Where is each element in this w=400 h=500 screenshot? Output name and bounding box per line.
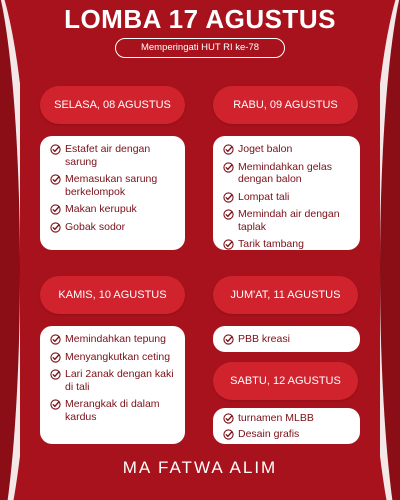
check-circle-icon bbox=[50, 144, 61, 155]
check-circle-icon bbox=[50, 222, 61, 233]
item-label: turnamen MLBB bbox=[238, 412, 314, 424]
activity-card-kamis bbox=[40, 326, 185, 444]
item-label: Tarik tambang bbox=[238, 238, 304, 250]
list-item bbox=[50, 398, 177, 423]
list-item bbox=[50, 333, 177, 346]
item-label: Lompat tali bbox=[238, 190, 290, 203]
item-label: Joget balon bbox=[238, 143, 293, 155]
check-circle-icon bbox=[50, 174, 61, 185]
list-item bbox=[223, 238, 352, 251]
activity-card-jumat bbox=[213, 326, 360, 352]
item-label: Makan kerupuk bbox=[65, 203, 137, 215]
check-circle-icon bbox=[223, 192, 234, 203]
list-item bbox=[223, 333, 352, 346]
item-label: Gobak sodor bbox=[65, 220, 126, 233]
list-item bbox=[50, 203, 177, 216]
list-item bbox=[223, 161, 352, 186]
day-label-kamis: KAMIS, 10 AGUSTUS bbox=[40, 276, 185, 314]
check-circle-icon bbox=[223, 429, 234, 440]
check-circle-icon bbox=[50, 369, 61, 380]
item-label: Memasukan sarung berkelompok bbox=[65, 173, 158, 198]
poster-title: LOMBA 17 AGUSTUS bbox=[64, 4, 336, 34]
check-circle-icon bbox=[223, 334, 234, 345]
check-circle-icon bbox=[50, 334, 61, 345]
day-label-selasa: SELASA, 08 AGUSTUS bbox=[40, 86, 185, 124]
item-label: PBB kreasi bbox=[238, 333, 290, 345]
check-circle-icon bbox=[50, 352, 61, 363]
list-item bbox=[50, 173, 177, 198]
day-label-sabtu: SABTU, 12 AGUSTUS bbox=[213, 362, 358, 400]
item-label: Memindah air dengan taplak bbox=[238, 208, 340, 233]
check-circle-icon bbox=[223, 162, 234, 173]
list-item bbox=[223, 208, 352, 233]
list-item bbox=[223, 143, 352, 156]
check-circle-icon bbox=[223, 239, 234, 250]
item-label: Memindahkan tepung bbox=[65, 333, 166, 345]
item-label: Desain grafis bbox=[238, 427, 300, 440]
organizer-name: MA FATWA ALIM bbox=[122, 458, 278, 477]
day-label-jumat: JUM'AT, 11 AGUSTUS bbox=[213, 276, 358, 314]
list-item bbox=[50, 368, 177, 393]
list-item bbox=[223, 412, 352, 425]
item-label: Merangkak di dalam kardus bbox=[65, 398, 160, 423]
activity-card-selasa bbox=[40, 136, 185, 250]
list-item bbox=[223, 428, 352, 441]
day-label-rabu: RABU, 09 AGUSTUS bbox=[213, 86, 358, 124]
list-item bbox=[50, 351, 177, 364]
item-label: Estafet air dengan sarung bbox=[65, 143, 151, 168]
check-circle-icon bbox=[223, 209, 234, 220]
list-item bbox=[50, 221, 177, 234]
list-item bbox=[223, 191, 352, 204]
check-circle-icon bbox=[223, 144, 234, 155]
activity-card-rabu bbox=[213, 136, 360, 250]
poster-subtitle: Memperingati HUT RI ke-78 bbox=[115, 38, 285, 58]
item-label: Memindahkan gelas dengan balon bbox=[238, 160, 332, 185]
item-label: Menyangkutkan ceting bbox=[65, 350, 171, 363]
activity-card-sabtu bbox=[213, 408, 360, 444]
list-item bbox=[50, 143, 177, 168]
check-circle-icon bbox=[50, 204, 61, 215]
item-label: Lari 2anak dengan kaki di tali bbox=[65, 368, 174, 393]
check-circle-icon bbox=[50, 399, 61, 410]
check-circle-icon bbox=[223, 413, 234, 424]
